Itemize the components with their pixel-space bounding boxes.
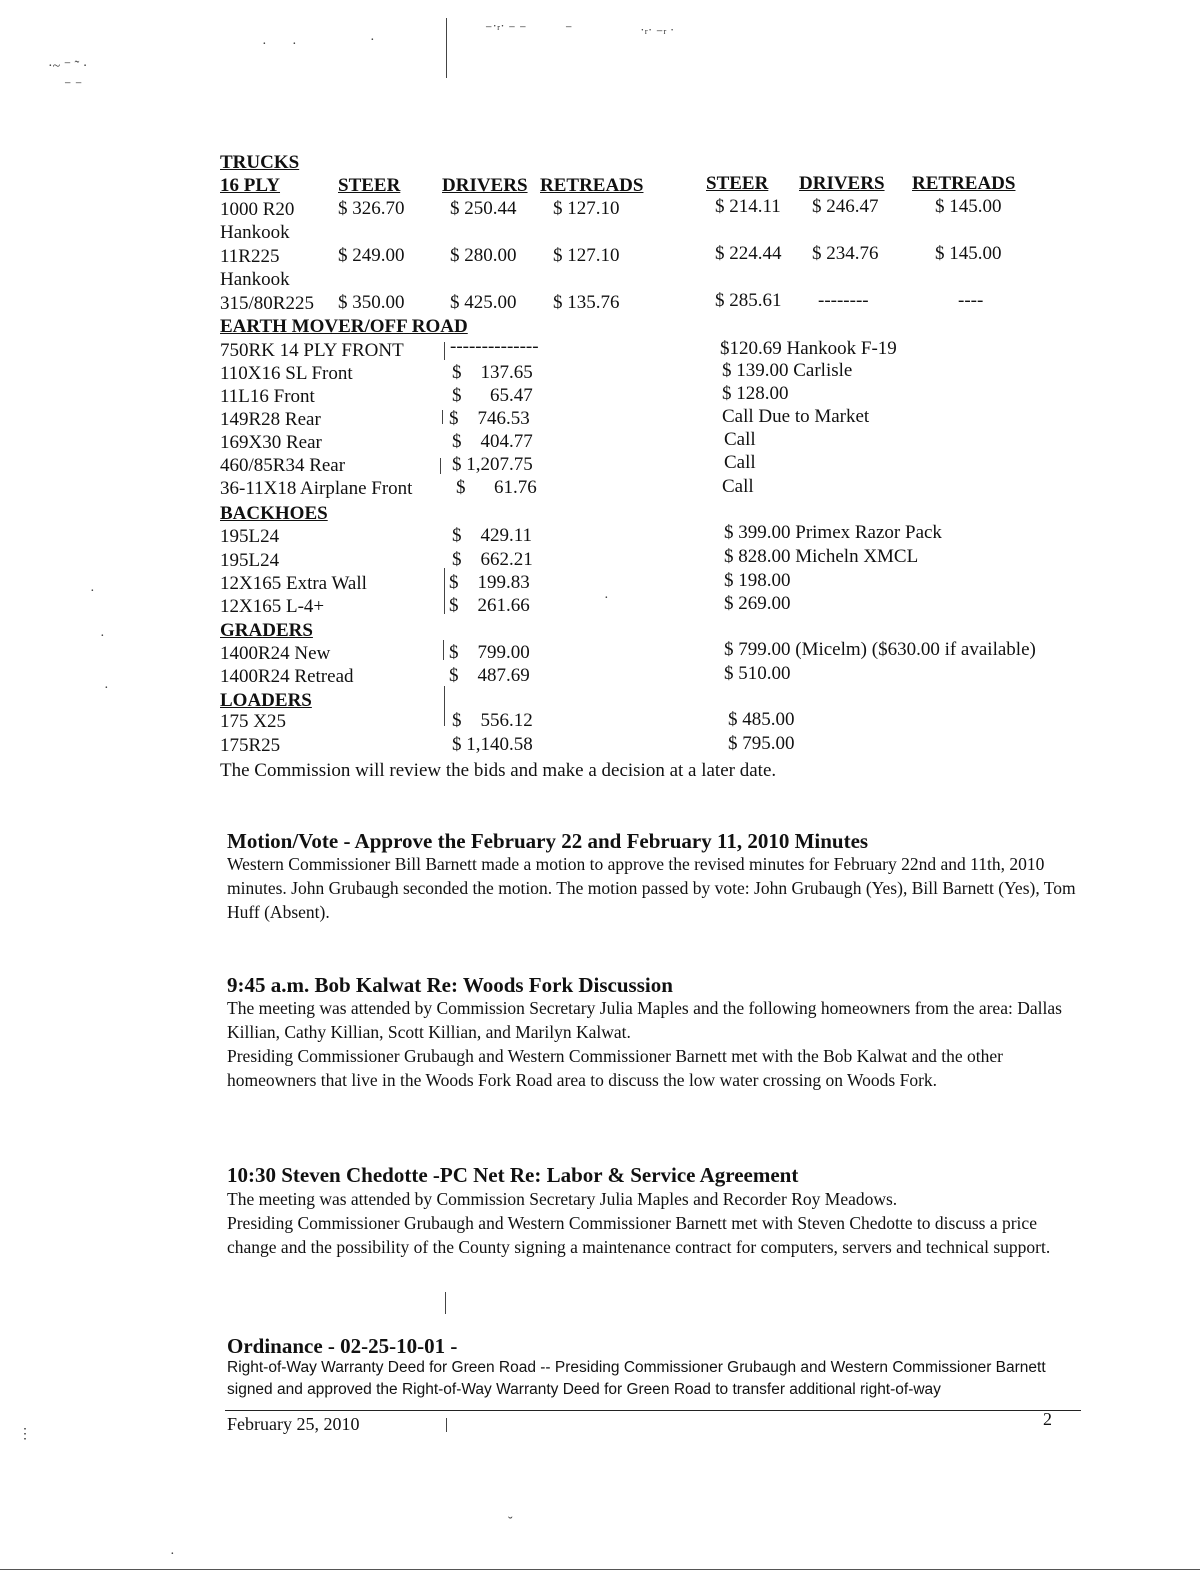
backhoe-bid-2: $ 828.00 Micheln XMCL (724, 546, 919, 567)
paragraph: The meeting was attended by Commission Secretary Julia Maples and Recorder Roy Meadows. (227, 1189, 898, 1209)
earth-mover-bid-1: $ 746.53 (449, 408, 530, 429)
paragraph: The meeting was attended by Commission Secretary Julia Maples and the following homeowners from the area: Dallas Killian, Cathy Killian, Scott Killian, and Marilyn Kalwat. (227, 998, 1062, 1042)
backhoes-heading: BACKHOES (220, 503, 328, 524)
scan-line (444, 568, 445, 614)
truck-drivers: $ 250.44 (450, 198, 517, 219)
section-body-woods-fork (227, 996, 1077, 1092)
trucks-heading: TRUCKS (220, 152, 300, 173)
truck-retreads-2: ---- (958, 290, 984, 311)
backhoe-bid-1: $ 429.11 (452, 525, 533, 546)
truck-steer: $ 350.00 (338, 292, 405, 313)
truck-size: 1000 R20 (220, 199, 295, 220)
backhoe-bid-2: $ 399.00 Primex Razor Pack (724, 522, 942, 543)
grader-bid-2: $ 799.00 (Micelm) ($630.00 if available) (724, 639, 1036, 660)
section-body-motion-vote (227, 852, 1077, 924)
backhoe-item: 195L24 (220, 550, 280, 571)
truck-steer-2: $ 224.44 (715, 243, 782, 264)
scan-line (446, 1418, 447, 1432)
footer-rule (225, 1410, 1081, 1411)
backhoe-bid-2: $ 269.00 (724, 593, 791, 614)
col-header-steer: STEER (338, 175, 401, 196)
truck-brand: Hankook (220, 269, 290, 290)
loader-item: 175R25 (220, 735, 281, 756)
section-title-ordinance: Ordinance - 02-25-10-01 - (227, 1334, 458, 1358)
truck-retreads-2: $ 145.00 (935, 243, 1002, 264)
backhoe-bid-2: $ 198.00 (724, 570, 791, 591)
backhoe-item: 12X165 Extra Wall (220, 573, 367, 594)
section-title-woods-fork: 9:45 a.m. Bob Kalwat Re: Woods Fork Discussion (227, 973, 673, 997)
truck-drivers: $ 280.00 (450, 245, 517, 266)
truck-steer-2: $ 214.11 (715, 196, 781, 217)
backhoe-bid-1: $ 261.66 (449, 595, 530, 616)
truck-brand: Hankook (220, 222, 290, 243)
backhoe-item: 195L24 (220, 526, 280, 547)
grader-bid-1: $ 487.69 (449, 665, 530, 686)
earth-mover-item: 36-11X18 Airplane Front (220, 478, 413, 499)
truck-size: 11R225 (220, 246, 280, 267)
truck-drivers-2: $ 246.47 (812, 196, 879, 217)
bids-note: The Commission will review the bids and make a decision at a later date. (220, 760, 777, 781)
scan-speckle: ⁻ ⁻ (64, 79, 83, 94)
earth-mover-bid-1: $ 1,207.75 (452, 454, 533, 475)
col-header-drivers-2: DRIVERS (799, 173, 885, 194)
truck-size: 315/80R225 (220, 293, 314, 314)
grader-item: 1400R24 New (220, 643, 331, 664)
backhoe-bid-1: $ 199.83 (449, 572, 530, 593)
scan-line (444, 686, 445, 726)
scan-speckle: ⁻˙ʳ˙ ⁻ ⁻ (485, 23, 527, 38)
section-title-motion-vote: Motion/Vote - Approve the February 22 and February 11, 2010 Minutes (227, 829, 869, 853)
scan-line (446, 18, 447, 78)
scan-line (444, 342, 445, 360)
truck-steer: $ 249.00 (338, 245, 405, 266)
earth-mover-item: 11L16 Front (220, 386, 315, 407)
page-bottom-edge (0, 1569, 1200, 1570)
loader-bid-1: $ 556.12 (452, 710, 533, 731)
truck-drivers-2: -------- (818, 290, 869, 311)
graders-heading: GRADERS (220, 620, 313, 641)
scan-line (442, 410, 443, 424)
scan-speckle: ˘ (508, 1515, 513, 1530)
loader-bid-1: $ 1,140.58 (452, 734, 533, 755)
scan-speckle: · (370, 33, 375, 48)
earth-mover-bid-2: $ 139.00 Carlisle (722, 360, 853, 381)
truck-steer-2: $ 285.61 (715, 290, 782, 311)
scan-line (443, 640, 444, 660)
scan-speckle: · (292, 37, 297, 52)
grader-item: 1400R24 Retread (220, 666, 354, 687)
earth-mover-bid-1: $ 61.76 (456, 477, 537, 498)
section-title-labor-service: 10:30 Steven Chedotte -PC Net Re: Labor & Service Agreement (227, 1163, 799, 1187)
scan-speckle: ⁻ (565, 23, 573, 38)
scan-speckle: · (262, 37, 267, 52)
paragraph: Presiding Commissioner Grubaugh and Western Commissioner Barnett met with the Bob Kalwat and the other homeowners that live in the Woods Fork Road area to discuss the low water crossing on Woods Fork. (227, 1046, 1003, 1090)
earth-mover-item: 750RK 14 PLY FRONT (220, 340, 404, 361)
footer-date: February 25, 2010 (227, 1414, 360, 1434)
truck-drivers-2: $ 234.76 (812, 243, 879, 264)
truck-retreads-2: $ 145.00 (935, 196, 1002, 217)
scan-speckle: ⋮ (18, 1427, 32, 1442)
earth-mover-bid-2: $ 128.00 (722, 383, 789, 404)
scan-speckle: ˙ʳ˙ ⁻ʳ ˙ (640, 27, 675, 42)
earth-mover-heading: EARTH MOVER/OFF ROAD (220, 316, 468, 337)
section-body-labor-service (227, 1187, 1077, 1259)
section-body-ordinance (227, 1357, 1077, 1401)
earth-mover-bid-2: $120.69 Hankook F-19 (720, 338, 897, 359)
earth-mover-bid-1: $ 404.77 (452, 431, 533, 452)
scan-speckle: · (100, 629, 105, 644)
scan-speckle: · (104, 681, 109, 696)
scan-speckle: · (604, 591, 609, 606)
paragraph: Western Commissioner Bill Barnett made a motion to approve the revised minutes for February 22nd and 11th, 2010 minutes. John Grubaugh seconded the motion. The motion passed by vote: John Grubaugh (Yes), Bill Barnett (Yes), Tom Huff (Absent). (227, 854, 1076, 922)
scan-speckle: ·~ ⁻ ˜ · (48, 59, 88, 74)
loader-bid-2: $ 485.00 (728, 709, 795, 730)
grader-bid-2: $ 510.00 (724, 663, 791, 684)
loader-bid-2: $ 795.00 (728, 733, 795, 754)
backhoe-bid-1: $ 662.21 (452, 549, 533, 570)
scan-speckle: · (170, 1547, 175, 1562)
earth-mover-item: 460/85R34 Rear (220, 455, 346, 476)
truck-drivers: $ 425.00 (450, 292, 517, 313)
earth-mover-bid-2: Call Due to Market (722, 406, 870, 427)
backhoe-item: 12X165 L-4+ (220, 596, 325, 617)
col-header-retreads-2: RETREADS (912, 173, 1016, 194)
paragraph: Presiding Commissioner Grubaugh and Western Commissioner Barnett met with Steven Chedotte to discuss a price change and the possibility of the County signing a maintenance contract for computers, servers and technical support. (227, 1213, 1051, 1257)
truck-retreads: $ 127.10 (553, 245, 620, 266)
scan-line (445, 1292, 446, 1314)
col-header-size: 16 PLY (220, 175, 281, 196)
earth-mover-bid-1: $ 137.65 (452, 362, 533, 383)
truck-retreads: $ 127.10 (553, 198, 620, 219)
col-header-drivers: DRIVERS (442, 175, 528, 196)
truck-steer: $ 326.70 (338, 198, 405, 219)
loaders-heading: LOADERS (220, 690, 312, 711)
earth-mover-bid-2: Call (724, 452, 756, 473)
truck-retreads: $ 135.76 (553, 292, 620, 313)
col-header-retreads: RETREADS (540, 175, 644, 196)
earth-mover-bid-2: Call (722, 476, 754, 497)
earth-mover-bid-2: Call (724, 429, 756, 450)
earth-mover-item: 169X30 Rear (220, 432, 322, 453)
earth-mover-bid-1: -------------- (450, 336, 539, 357)
loader-item: 175 X25 (220, 711, 286, 732)
scan-line (440, 458, 441, 474)
col-header-steer-2: STEER (706, 173, 769, 194)
grader-bid-1: $ 799.00 (449, 642, 530, 663)
earth-mover-bid-1: $ 65.47 (452, 385, 533, 406)
earth-mover-item: 110X16 SL Front (220, 363, 353, 384)
earth-mover-item: 149R28 Rear (220, 409, 321, 430)
paragraph: Right-of-Way Warranty Deed for Green Road -- Presiding Commissioner Grubaugh and Western Commissioner Barnett signed and approved the Right-of-Way Warranty Deed for Green Road to transfer additional right-of-way (227, 1359, 1046, 1398)
page-number: 2 (1043, 1409, 1052, 1429)
scan-speckle: · (90, 584, 95, 599)
